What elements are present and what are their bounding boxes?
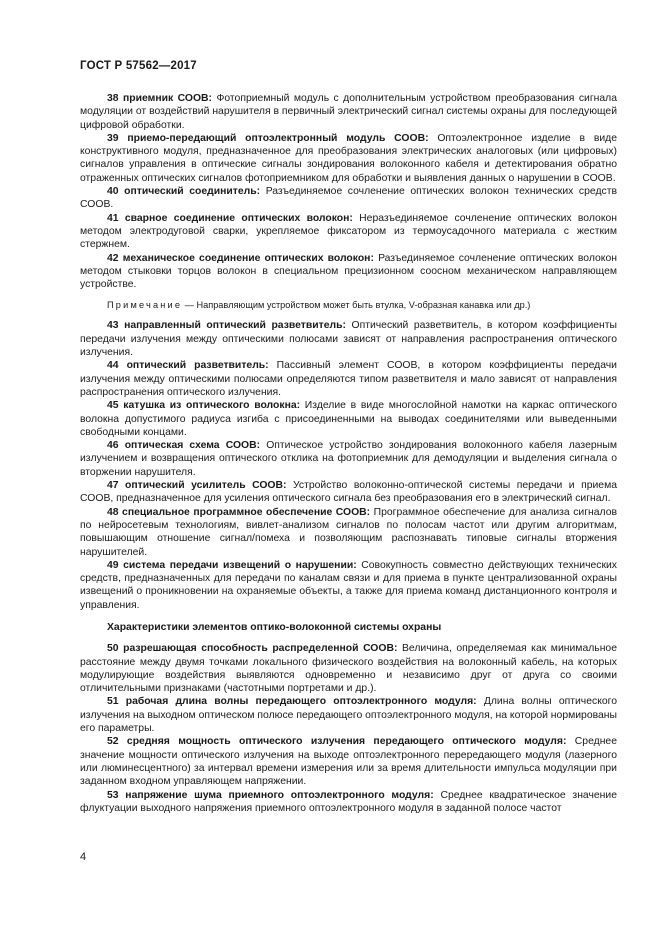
term-title: 40 оптический соединитель: — [107, 186, 261, 198]
term-definition: Оптическое устройство зондирования волоконного кабеля лазерным излучением и возвращения оптического отклика на фотоприемник для демодуляции и выделения сигнала о вторжении нарушителя. — [80, 440, 617, 478]
term-entry-44 — [80, 359, 617, 399]
term-definition: Изделие в виде многослойной намотки на каркас оптического волокна допустимого радиуса изгиба с присоединенными на выводах соединителями или выведенными свободными концами. — [80, 400, 617, 438]
term-entry-51 — [80, 695, 617, 735]
term-definition: Фотоприемный модуль с дополнительным устройством преобразования сигнала модуляции от воздействий нарушителя в первичный электрический сигнал системы охраны для последующей цифровой обработки. — [80, 93, 617, 131]
term-definition: Среднее значение мощности оптического излучения на выходе оптоэлектронного перередающего модуля (лазерного или люминесцентного) за интервал времени измерения или за время длительности импульса модуляции при заданном входном управляющем напряжении. — [80, 736, 617, 788]
term-title: 42 механическое соединение оптических волокон: — [107, 252, 374, 264]
term-definition: Программное обеспечение для анализа сигналов по нейросетевым технологиям, вивлет-анализом сигналов по полосам частот или другим алгоритмам, повышающим отношение сигнал/помеха и позволяющим распознавать типовые сигналы вторжения нарушителей. — [80, 506, 617, 558]
term-entry-53 — [80, 789, 617, 816]
term-title: 39 приемо-передающий оптоэлектронный модуль СООВ: — [107, 132, 429, 144]
document-header: ГОСТ Р 57562—2017 — [80, 60, 197, 72]
term-entry-46 — [80, 439, 617, 479]
term-title: 38 приемник СООВ: — [107, 93, 213, 104]
term-title: 45 катушка из оптического волокна: — [107, 400, 301, 412]
term-definition: Разъединяемое сочленение оптических волокон технических средств СООВ. — [80, 186, 617, 211]
term-definition: Пассивный элемент СООВ, в котором коэффициенты передачи излучения между оптическими полюсами определяются типом разветвителя и мало зависят от направления распространения оптического излучения. — [80, 360, 617, 398]
term-title: 52 средняя мощность оптического излучения передающего оптического модуля: — [107, 736, 567, 748]
page-number: 4 — [80, 851, 87, 863]
term-definition: Среднее квадратическое значение флуктуации выходного напряжения приемного оптоэлектронного модуля в заданной полосе частот — [80, 789, 617, 814]
term-definition: Оптоэлектронное изделие в виде конструктивного модуля, предназначенное для преобразования электрических аналоговых (или цифровых) сигналов управления в оптические сигналы зондирования волоконного кабеля и детектирования обратно отраженных оптических сигналов фотоприемником для обработки и выявления данных о нарушении в СООВ. — [80, 132, 617, 184]
term-title: 41 сварное соединение оптических волокон: — [107, 212, 353, 224]
note — [80, 299, 617, 311]
term-title: 49 система передачи извещений о нарушении: — [107, 559, 357, 571]
term-definition: Неразъединяемое сочленение оптических волокон методом электродуговой сварки, укрепляемое фиксатором из термоусадочного материала с жестким стержнем. — [80, 212, 617, 251]
term-entry-52 — [80, 735, 617, 788]
note-label: Примечание — [107, 300, 183, 311]
document-body — [80, 92, 617, 815]
term-title: 44 оптический разветвитель: — [107, 360, 269, 372]
note-text: — Направляющим устройством может быть втулка, V-образная канавка или др.) — [182, 300, 531, 311]
term-entry-47 — [80, 479, 617, 506]
term-title: 47 оптический усилитель СООВ: — [107, 480, 287, 492]
term-entry-40 — [80, 185, 617, 212]
term-title: 48 специальное программное обеспечение СООВ: — [107, 506, 371, 518]
term-title: 53 напряжение шума приемного оптоэлектронного модуля: — [107, 789, 434, 801]
term-title: 46 оптическая схема СООВ: — [107, 440, 261, 452]
term-entry-45 — [80, 399, 617, 439]
term-entry-50 — [80, 642, 617, 695]
term-entry-49 — [80, 559, 617, 612]
term-entry-43 — [80, 319, 617, 359]
term-definition: Устройство волоконно-оптической системы передачи и приема СООВ, предназначенное для усиления оптического сигнала без преобразования его в электрический сигнал. — [80, 480, 617, 505]
term-definition: Величина, определяемая как минимальное расстояние между двумя точками локального физического воздействия на волоконный кабель, на которых модулирующие воздействия выявляются одновременно и независимо друг от друга со своими отличительными признаками (частотными портретами и др.). — [80, 643, 617, 695]
term-entry-48 — [80, 506, 617, 559]
term-title: 43 направленный оптический разветвитель: — [107, 320, 346, 332]
term-definition: Совокупность совместно действующих технических средств, предназначенных для передачи по каналам связи и для приема в пункте централизованной охраны извещений о проникновении на охраняемые объекты, а также для приема команд дистанционного контроля и управления. — [80, 559, 618, 611]
section-heading: Характеристики элементов оптико-волоконной системы охраны — [107, 621, 442, 633]
term-definition: Длина волны оптического излучения на выходном оптическом полюсе передающего оптоэлектронного модуля, на которой нормированы его параметры. — [80, 696, 617, 735]
term-title: 50 разрешающая способность распределенной СООВ: — [107, 643, 398, 655]
term-entry-41 — [80, 212, 617, 252]
term-definition: Разъединяемое сочленение оптических волокон методом стыковки торцов волокон в специальном прецизионном соосном механическом направляющем устройстве. — [80, 252, 617, 291]
term-entry-38 — [80, 92, 617, 132]
term-entry-39 — [80, 132, 617, 185]
term-definition: Оптический разветвитель, в котором коэффициенты передачи излучения между оптическими полюсами зависят от направления распространения оптического излучения. — [80, 320, 618, 359]
term-title: 51 рабочая длина волны передающего оптоэлектронного модуля: — [107, 696, 477, 708]
term-entry-42 — [80, 252, 617, 292]
